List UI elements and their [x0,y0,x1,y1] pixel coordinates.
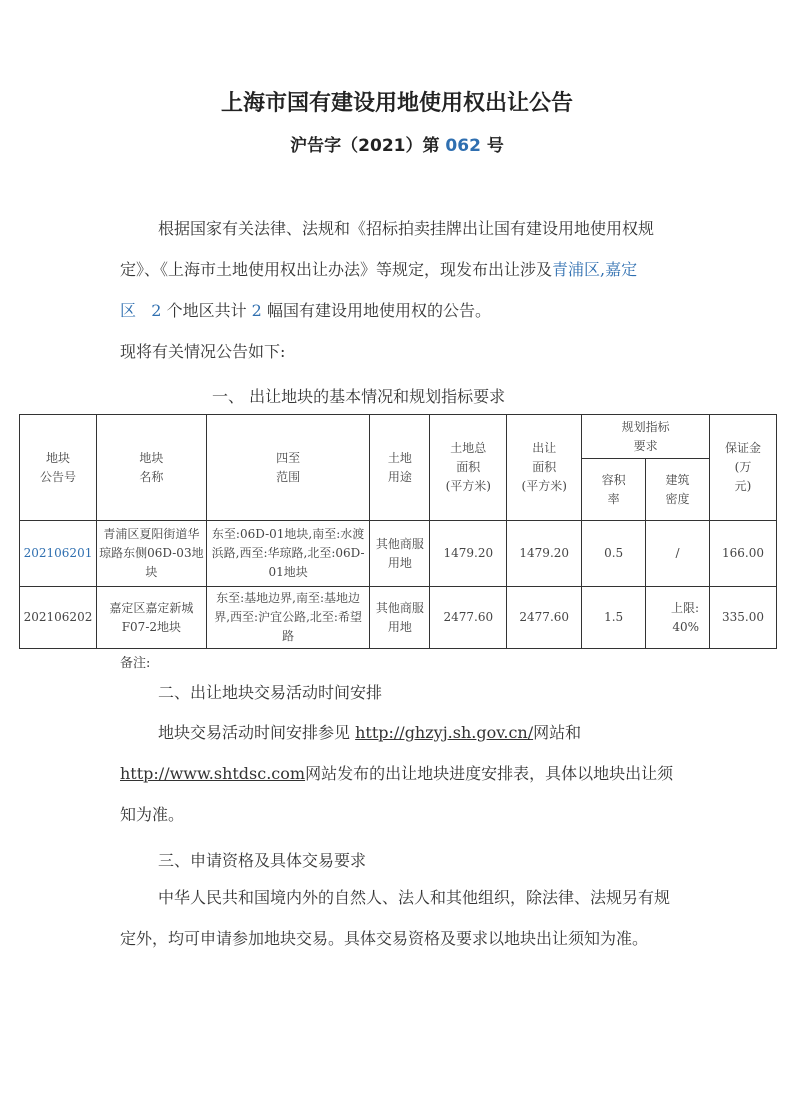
table-row [20,587,777,649]
section2-text-1: 地块交易活动时间安排参见 [158,723,351,742]
parcel-total-area: 2477.60 [430,587,507,649]
parcel-id-link[interactable]: 202106201 [20,521,97,587]
document-number [0,131,794,156]
section2-text-2: 网站和 [533,723,582,742]
header-parcel-name: 地块 名称 [96,415,206,521]
intro-paragraph [120,208,680,372]
intro-text-2: 个地区共计 [166,301,247,320]
parcel-bounds: 东至:基地边界,南至:基地边界,西至:沪宜公路,北至:希望路 [206,587,370,649]
parcel-use: 其他商服用地 [370,587,430,649]
intro-text-1: 根据国家有关法律、法规和《招标拍卖挂牌出让国有建设用地使用权规定》、《上海市土地使用权出让办法》等规定，现发布出让涉及 [120,219,655,279]
parcel-far: 1.5 [582,587,646,649]
parcel-density: / [646,521,710,587]
parcel-name: 青浦区夏阳街道华琼路东侧06D-03地块 [96,521,206,587]
header-building-density: 建筑 密度 [646,459,710,521]
header-land-use: 土地 用途 [370,415,430,521]
section2-paragraph [120,712,680,835]
header-sale-area: 出让 面积 (平方米) [507,415,582,521]
section1-heading: 一、 出让地块的基本情况和规划指标要求 [212,387,506,406]
parcel-sale-area: 2477.60 [507,587,582,649]
docno-number: 062 [445,136,481,156]
parcel-density: 上限: 40% [646,587,710,649]
header-floor-area-ratio: 容积 率 [582,459,646,521]
parcel-deposit: 166.00 [709,521,776,587]
parcel-deposit: 335.00 [709,587,776,649]
table-row [20,521,777,587]
parcel-id: 202106202 [20,587,97,649]
parcel-sale-area: 1479.20 [507,521,582,587]
header-parcel-id: 地块 公告号 [20,415,97,521]
header-planning-group: 规划指标 要求 [582,415,710,459]
intro-district-count: 2 [151,301,162,320]
header-total-area: 土地总 面积 (平方米) [430,415,507,521]
section3-paragraph: 中华人民共和国境内外的自然人、法人和其他组织，除法律、法规另有规定外，均可申请参加地块交易。具体交易资格及要求以地块出让须知为准。 [120,888,671,948]
docno-suffix: 号 [486,136,504,156]
table-note: 备注: [120,656,151,671]
planning-website-link[interactable]: http://ghzyj.sh.gov.cn/ [355,723,534,742]
parcel-bounds: 东至:06D-01地块,南至:水渡浜路,西至:华琼路,北至:06D-01地块 [206,521,370,587]
header-bounds: 四至 范围 [206,415,370,521]
intro-text-4: 现将有关情况公告如下: [120,342,286,361]
section2-heading: 二、出让地块交易活动时间安排 [158,683,383,702]
docno-prefix: 沪告字（2021）第 [290,136,440,156]
intro-parcel-count: 2 [251,301,262,320]
intro-text-3: 幅国有建设用地使用权的公告。 [266,301,491,320]
parcel-name: 嘉定区嘉定新城F07-2地块 [96,587,206,649]
parcel-table [19,414,777,649]
parcel-total-area: 1479.20 [430,521,507,587]
section2-text-3: 网站发布的出让地块进度安排表，具体以地块出让须知为准。 [120,764,674,824]
land-exchange-website-link[interactable]: http://www.shtdsc.com [120,764,306,783]
section3-heading: 三、申请资格及具体交易要求 [158,851,367,870]
header-deposit: 保证金 (万 元) [709,415,776,521]
intro-districts: 青浦区,嘉定区 [120,260,638,320]
parcel-far: 0.5 [582,521,646,587]
parcel-use: 其他商服用地 [370,521,430,587]
notice-title: 上海市国有建设用地使用权出让公告 [220,91,573,116]
